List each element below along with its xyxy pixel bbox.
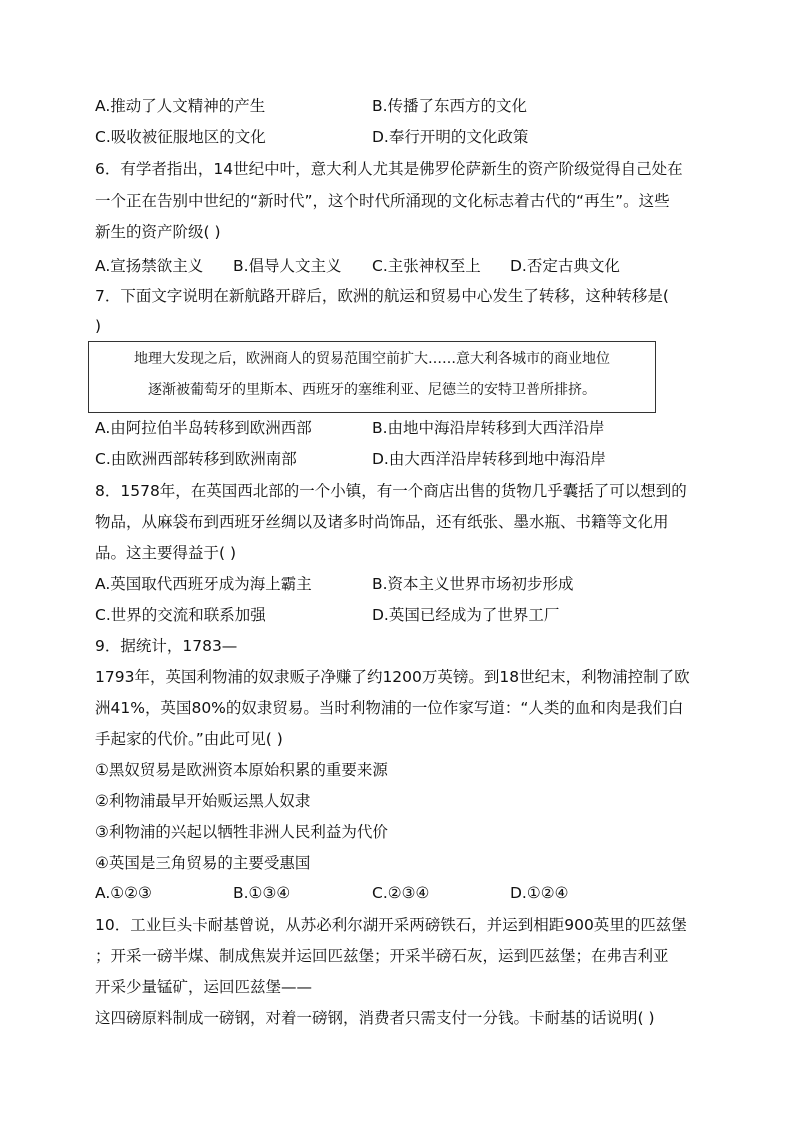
q10-stem-line-2: ；开采一磅半煤、制成焦炭并运回匹兹堡；开采半磅石灰，运到匹兹堡；在弗吉利亚 [95, 947, 669, 965]
q8-option-c: C.世界的交流和联系加强 [95, 606, 266, 624]
q9-stem-line-2: 1793年，英国利物浦的奴隶贩子净赚了约1200万英镑。到18世纪末，利物浦控制了欧 [95, 668, 690, 686]
q5-option-a: A.推动了人文精神的产生 [95, 97, 266, 115]
q9-item-4: ④英国是三角贸易的主要受惠国 [95, 854, 311, 872]
q5-option-d: D.奉行开明的文化政策 [372, 128, 529, 146]
q9-stem-line-1: 9．据统计，1783— [95, 637, 238, 655]
q9-option-a: A.①②③ [95, 884, 152, 902]
q9-stem-line-3: 洲41%，英国80%的奴隶贸易。当时利物浦的一位作家写道：“人类的血和肉是我们白 [95, 699, 684, 717]
q9-item-1: ①黑奴贸易是欧洲资本原始积累的重要来源 [95, 761, 388, 779]
q6-option-b: B.倡导人文主义 [233, 257, 342, 275]
q7-option-d: D.由大西洋沿岸转移到地中海沿岸 [372, 450, 606, 468]
q7-option-b: B.由地中海沿岸转移到大西洋沿岸 [372, 419, 605, 437]
q9-option-c: C.②③④ [372, 884, 430, 902]
q9-item-2: ②利物浦最早开始贩运黑人奴隶 [95, 792, 311, 810]
q8-option-d: D.英国已经成为了世界工厂 [372, 606, 560, 624]
q10-stem-line-1: 10．工业巨头卡耐基曾说，从苏必利尔湖开采两磅铁石，并运到相距900英里的匹兹堡 [95, 916, 687, 934]
q8-option-b: B.资本主义世界市场初步形成 [372, 575, 574, 593]
q9-stem-line-4: 手起家的代价。”由此可见( ) [95, 730, 283, 748]
q7-stem-line-2: ) [95, 317, 102, 335]
q8-stem-line-2: 物品，从麻袋布到西班牙丝绸以及诸多时尚饰品，还有纸张、墨水瓶、书籍等文化用 [95, 513, 669, 531]
q6-stem-line-3: 新生的资产阶级( ) [95, 223, 221, 241]
q6-option-a: A.宣扬禁欲主义 [95, 257, 204, 275]
q6-stem-line-1: 6．有学者指出，14世纪中叶，意大利人尤其是佛罗伦萨新生的资产阶级觉得自己处在 [95, 160, 683, 178]
q7-quote-line-2: 逐渐被葡萄牙的里斯本、西班牙的塞维利亚、尼德兰的安特卫普所排挤。 [148, 382, 596, 398]
q8-option-a: A.英国取代西班牙成为海上霸主 [95, 575, 312, 593]
q7-option-c: C.由欧洲西部转移到欧洲南部 [95, 450, 297, 468]
q9-option-d: D.①②④ [510, 884, 569, 902]
q8-stem-line-1: 8．1578年，在英国西北部的一个小镇，有一个商店出售的货物几乎囊括了可以想到的 [95, 482, 687, 500]
q10-stem-line-4: 这四磅原料制成一磅钢，对着一磅钢，消费者只需支付一分钱。卡耐基的话说明( ) [95, 1009, 655, 1027]
q7-option-a: A.由阿拉伯半岛转移到欧洲西部 [95, 419, 312, 437]
q7-quote-line-1: 地理大发现之后，欧洲商人的贸易范围空前扩大……意大利各城市的商业地位 [134, 351, 610, 367]
q6-option-c: C.主张神权至上 [372, 257, 481, 275]
q6-option-d: D.否定古典文化 [510, 257, 620, 275]
q6-stem-line-2: 一个正在告别中世纪的“新时代”，这个时代所涌现的文化标志着古代的“再生”。这些 [95, 192, 670, 210]
q5-option-b: B.传播了东西方的文化 [372, 97, 528, 115]
q5-option-c: C.吸收被征服地区的文化 [95, 128, 266, 146]
q7-quote-box [88, 341, 656, 413]
q9-option-b: B.①③④ [233, 884, 291, 902]
q7-stem-line-1: 7．下面文字说明在新航路开辟后，欧洲的航运和贸易中心发生了转移，这种转移是( [95, 287, 669, 305]
q8-stem-line-3: 品。这主要得益于( ) [95, 544, 237, 562]
q9-item-3: ③利物浦的兴起以牺牲非洲人民利益为代价 [95, 823, 388, 841]
q10-stem-line-3: 开采少量锰矿，运回匹兹堡—— [95, 978, 313, 996]
